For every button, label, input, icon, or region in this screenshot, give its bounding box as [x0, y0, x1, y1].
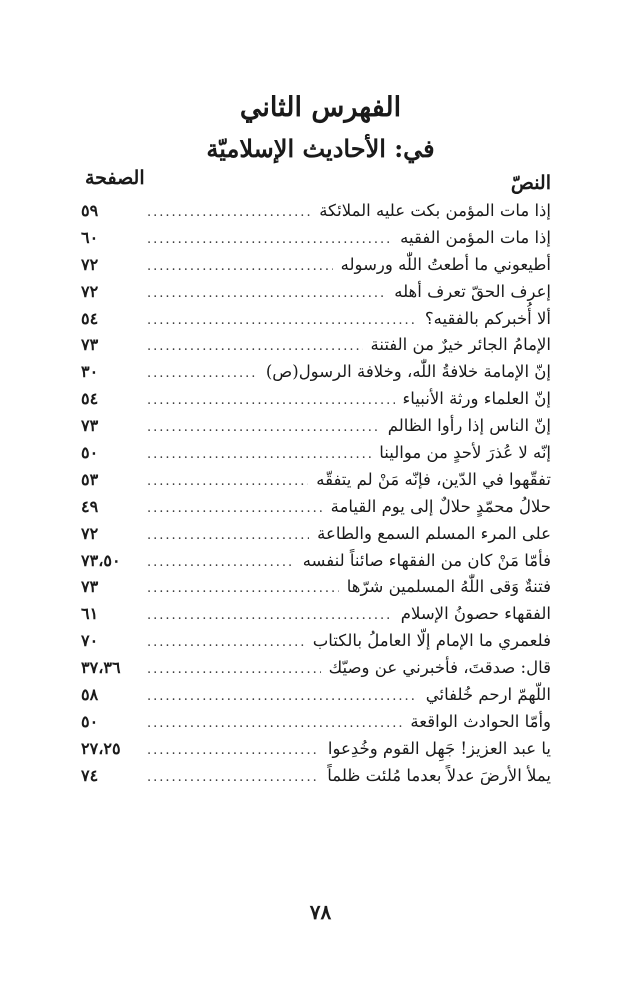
index-entry: [81, 255, 551, 282]
entry-page: ٦١: [81, 604, 99, 624]
leader-dots: [147, 474, 308, 489]
entry-text: إذا مات المؤمن الفقيه: [400, 227, 551, 247]
leader-dots: [147, 232, 392, 247]
leader-dots: [147, 555, 295, 570]
entry-text: قال: صدقتَ، فأخبرني عن وصيّك: [328, 658, 551, 678]
entry-page: ٧٠: [81, 631, 99, 651]
index-entry: [81, 389, 551, 416]
entry-page: ٥٤: [81, 389, 99, 409]
index-entry: [81, 551, 551, 578]
text-column-header: النصّ: [510, 172, 551, 194]
entry-text: وأمّا الحوادث الواقعة: [410, 711, 551, 731]
entry-page: ٧٣،٥٠: [81, 550, 121, 570]
leader-dots: [147, 420, 380, 435]
entry-text: ألا أُخبركم بالفقيه؟: [424, 308, 551, 328]
entry-page: ٧٢: [81, 254, 99, 274]
entry-text: إنّ الإمامة خلافةُ اللّٰه، وخلافة الرسول(ص): [265, 362, 551, 382]
entry-page: ٥٩: [81, 201, 99, 220]
entry-text: الإمامُ الجائر خيرٌ من الفتنة: [370, 335, 551, 355]
entry-page: ٣٧،٣٦: [81, 658, 121, 678]
index-entry: [81, 524, 551, 551]
leader-dots: [147, 770, 319, 785]
index-subtitle: في: الأحاديث الإسلاميّة: [206, 134, 435, 163]
index-entry: [81, 335, 551, 362]
index-entry: [81, 712, 551, 739]
entry-text: اللّهمّ ارحم خُلفائي: [425, 685, 551, 705]
entry-page: ٦٠: [81, 227, 99, 247]
entry-text: فتنةٌ وَقى اللّٰهُ المسلمين شرّها: [346, 577, 551, 597]
entry-page: ٧٢: [81, 523, 99, 543]
index-entry: [81, 470, 551, 497]
entry-page: ٧٣: [81, 335, 99, 355]
leader-dots: [147, 501, 323, 516]
leader-dots: [147, 689, 418, 704]
page-number: ٧٨: [309, 900, 332, 924]
entry-text: إنّه لا عُذرَ لأحدٍ من موالينا: [379, 443, 551, 463]
leader-dots: [147, 313, 417, 328]
entry-page: ٥٤: [81, 308, 99, 328]
index-entry: [81, 685, 551, 712]
leader-dots: [147, 581, 339, 596]
index-entry: [81, 577, 551, 604]
entry-text: إنّ الناس إذا رأوا الظالم: [387, 416, 551, 436]
leader-dots: [147, 743, 320, 758]
entry-text: يملأ الأرضَ عدلاً بعدما مُلئت ظلماً: [327, 765, 551, 785]
entry-text: الفقهاء حصونُ الإسلام: [400, 604, 551, 624]
entry-page: ٢٧،٢٥: [81, 738, 121, 758]
index-entry: [81, 497, 551, 524]
index-entry: [81, 631, 551, 658]
index-entry: [81, 416, 551, 443]
leader-dots: [147, 366, 258, 381]
index-entry: [81, 309, 551, 336]
index-entry: [81, 658, 551, 685]
entry-page: ٧٣: [81, 416, 99, 436]
entry-page: ٥٣: [81, 469, 99, 489]
leader-dots: [147, 608, 393, 623]
leader-dots: [147, 528, 309, 543]
index-entry: [81, 739, 551, 766]
entry-text: إعرف الحقّ تعرف أهله: [394, 281, 551, 301]
entry-page: ٣٠: [81, 362, 99, 382]
leader-dots: [147, 662, 321, 677]
entry-text: يا عبد العزيز! جَهِل القوم وخُدِعوا: [327, 738, 551, 758]
index-title: الفهرس الثاني: [239, 92, 402, 123]
entry-text: فلعمري ما الإمام إلّا العاملُ بالكتاب: [312, 631, 551, 651]
page-column-header: الصفحة: [85, 167, 145, 189]
entry-text: أطيعوني ما أطعتُ اللّٰه ورسوله: [340, 254, 551, 274]
leader-dots: [147, 447, 371, 462]
entry-page: ٧٤: [81, 765, 99, 785]
entry-text: إنّ العلماء ورثة الأنبياء: [402, 389, 551, 409]
index-entry: [81, 228, 551, 255]
index-entry: [81, 201, 551, 228]
entry-text: تفقّهوا في الدّين، فإنّه مَنْ لم يتفقّه: [316, 469, 551, 489]
entry-page: ٥٨: [81, 685, 99, 705]
leader-dots: [147, 635, 305, 650]
index-entry: [81, 443, 551, 470]
entry-text: حلالُ محمّدٍ حلالٌ إلى يوم القيامة: [330, 496, 551, 516]
index-entry: [81, 766, 551, 793]
entry-page: ٤٩: [81, 496, 99, 516]
index-entries: [81, 201, 551, 793]
entry-page: ٧٣: [81, 577, 99, 597]
entry-text: على المرء المسلم السمع والطاعة: [317, 523, 551, 543]
leader-dots: [147, 286, 386, 301]
entry-page: ٥٠: [81, 443, 99, 463]
leader-dots: [147, 393, 395, 408]
entry-text: فأمّا مَنْ كان من الفقهاء صائناً لنفسه: [302, 550, 551, 570]
index-entry: [81, 604, 551, 631]
leader-dots: [147, 339, 363, 354]
entry-page: ٥٠: [81, 711, 99, 731]
leader-dots: [147, 259, 333, 274]
leader-dots: [147, 205, 311, 220]
leader-dots: [147, 716, 402, 731]
index-entry: [81, 282, 551, 309]
index-entry: [81, 362, 551, 389]
entry-page: ٧٢: [81, 281, 99, 301]
entry-text: إذا مات المؤمن بكت عليه الملائكة: [319, 201, 551, 220]
